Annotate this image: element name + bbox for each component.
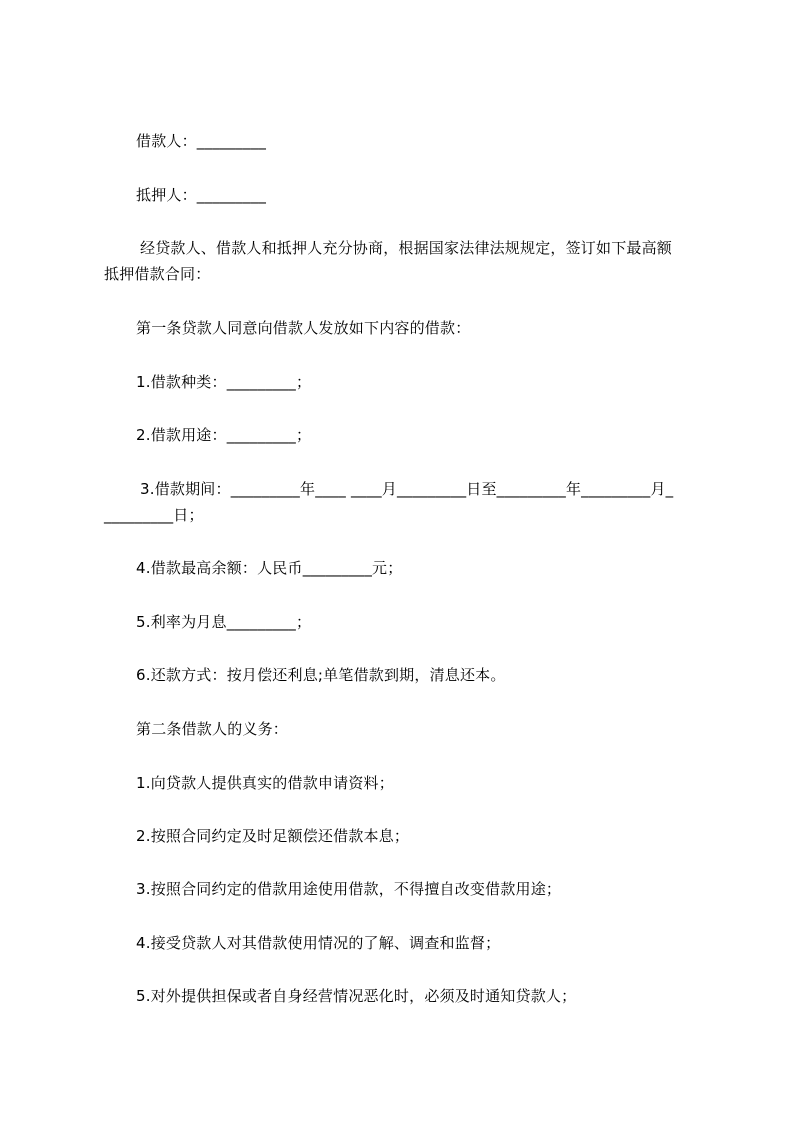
repayment-method-line: 6.还款方式：按月偿还利息;单笔借款到期，清息还本。 <box>136 666 506 684</box>
obligation-4-line: 4.接受贷款人对其借款使用情况的了解、调查和监督； <box>136 934 501 952</box>
loan-period-line-1: 3.借款期间：_________年____ ____月_________日至_________年_________月_ <box>140 480 674 498</box>
preamble-line-2: 抵押借款合同： <box>104 265 211 283</box>
obligation-5-line: 5.对外提供担保或者自身经营情况恶化时，必须及时通知贷款人； <box>136 987 577 1005</box>
loan-type-line: 1.借款种类：_________； <box>136 373 312 391</box>
preamble-line-1: 经贷款人、借款人和抵押人充分协商，根据国家法律法规规定，签订如下最高额 <box>140 239 673 257</box>
article-2-heading: 第二条借款人的义务： <box>136 720 289 738</box>
obligation-2-line: 2.按照合同约定及时足额偿还借款本息； <box>136 827 410 845</box>
mortgagor-line: 抵押人：_________ <box>136 186 267 204</box>
obligation-1-line: 1.向贷款人提供真实的借款申请资料； <box>136 774 394 792</box>
max-balance-line: 4.借款最高余额：人民币_________元； <box>136 559 403 577</box>
article-1-heading: 第一条贷款人同意向借款人发放如下内容的借款： <box>136 319 471 337</box>
borrower-line: 借款人：_________ <box>136 132 267 150</box>
interest-rate-line: 5.利率为月息_________； <box>136 613 312 631</box>
loan-period-line-2: _________日； <box>104 506 204 524</box>
loan-purpose-line: 2.借款用途：_________； <box>136 426 312 444</box>
obligation-3-line: 3.按照合同约定的借款用途使用借款，不得擅自改变借款用途； <box>136 880 562 898</box>
